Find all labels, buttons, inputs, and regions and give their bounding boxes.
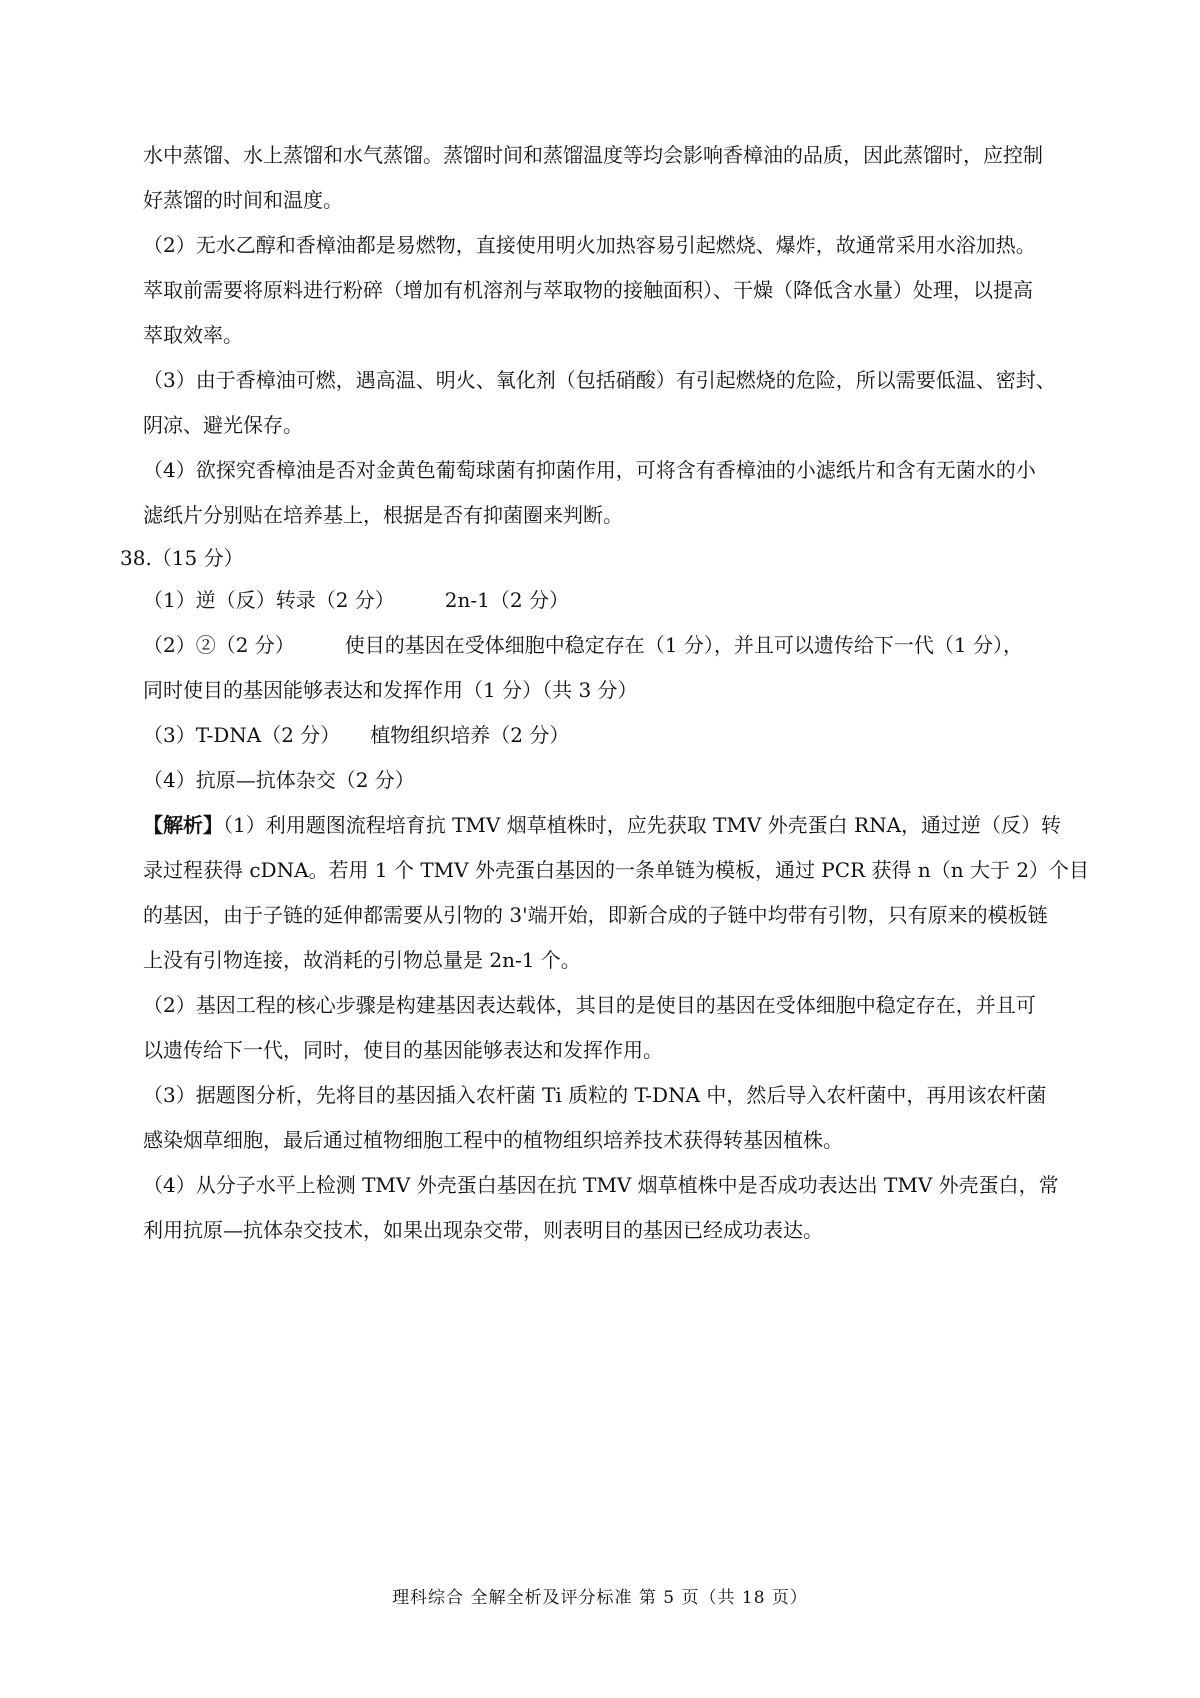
q38-explanation-3-line-1: （3）据题图分析，先将目的基因插入农杆菌 Ti 质粒的 T-DNA 中，然后导入农杆菌中，再用该农杆菌 (143, 1083, 1047, 1107)
q38-answer-2-line-1: （2）②（2 分） 使目的基因在受体细胞中稳定存在（1 分），并且可以遗传给下一代（1 分）， (143, 633, 1023, 657)
q38-explanation-4-line-1: （4）从分子水平上检测 TMV 外壳蛋白基因在抗 TMV 烟草植株中是否成功表达出 TMV 外壳蛋白，常 (143, 1173, 1059, 1197)
q38-explanation-1-line-3: 的基因，由于子链的延伸都需要从引物的 3'端开始，即新合成的子链中均带有引物，只有原来的模板链 (143, 903, 1048, 927)
q38-answer-3: （3）T-DNA（2 分） 植物组织培养（2 分） (143, 723, 570, 747)
q38-explanation-2-line-2: 以遗传给下一代，同时，使目的基因能够表达和发挥作用。 (143, 1038, 663, 1062)
q37-continuation-line-1: 水中蒸馏、水上蒸馏和水气蒸馏。蒸馏时间和蒸馏温度等均会影响香樟油的品质，因此蒸馏时，应控制 (143, 143, 1043, 167)
q38-explanation-4-line-2: 利用抗原—抗体杂交技术，如果出现杂交带，则表明目的基因已经成功表达。 (143, 1218, 823, 1242)
q37-part3-line-2: 阴凉、避光保存。 (143, 413, 303, 437)
q38-header: 38.（15 分） (120, 546, 244, 570)
q38-explanation-1-line-1 (143, 810, 1061, 840)
q38-answer-1: （1）逆（反）转录（2 分） 2n-1（2 分） (143, 588, 569, 612)
q37-part2-line-2: 萃取前需要将原料进行粉碎（增加有机溶剂与萃取物的接触面积）、干燥（降低含水量）处理，以提高 (143, 278, 1033, 302)
q38-explanation-1-line-2: 录过程获得 cDNA。若用 1 个 TMV 外壳蛋白基因的一条单链为模板，通过 PCR 获得 n（n 大于 2）个目 (143, 858, 1090, 882)
q37-part3-line-1: （3）由于香樟油可燃，遇高温、明火、氧化剂（包括硝酸）有引起燃烧的危险，所以需要低温、密封、 (143, 368, 1056, 392)
q37-part2-line-1: （2）无水乙醇和香樟油都是易燃物，直接使用明火加热容易引起燃烧、爆炸，故通常采用水浴加热。 (143, 233, 1036, 257)
page-footer: 理科综合 全解全析及评分标准 第 5 页（共 18 页） (392, 1588, 808, 1608)
q37-part4-line-1: （4）欲探究香樟油是否对金黄色葡萄球菌有抑菌作用，可将含有香樟油的小滤纸片和含有无菌水的小 (143, 458, 1036, 482)
q38-answer-4: （4）抗原—抗体杂交（2 分） (143, 768, 415, 792)
q38-answer-2-line-2: 同时使目的基因能够表达和发挥作用（1 分）（共 3 分） (143, 678, 638, 702)
q38-explanation-2-line-1: （2）基因工程的核心步骤是构建基因表达载体，其目的是使目的基因在受体细胞中稳定存在，并且可 (143, 993, 1036, 1017)
explanation-1-text: （1）利用题图流程培育抗 TMV 烟草植株时，应先获取 TMV 外壳蛋白 RNA，通过逆（反）转 (223, 813, 1062, 837)
q37-part2-line-3: 萃取效率。 (143, 323, 243, 347)
q37-part4-line-2: 滤纸片分别贴在培养基上，根据是否有抑菌圈来判断。 (143, 503, 623, 527)
jiexi-label: 【解析】 (143, 813, 223, 837)
q37-continuation-line-2: 好蒸馏的时间和温度。 (143, 188, 343, 212)
q38-explanation-3-line-2: 感染烟草细胞，最后通过植物细胞工程中的植物组织培养技术获得转基因植株。 (143, 1128, 843, 1152)
q38-explanation-1-line-4: 上没有引物连接，故消耗的引物总量是 2n-1 个。 (143, 948, 581, 972)
